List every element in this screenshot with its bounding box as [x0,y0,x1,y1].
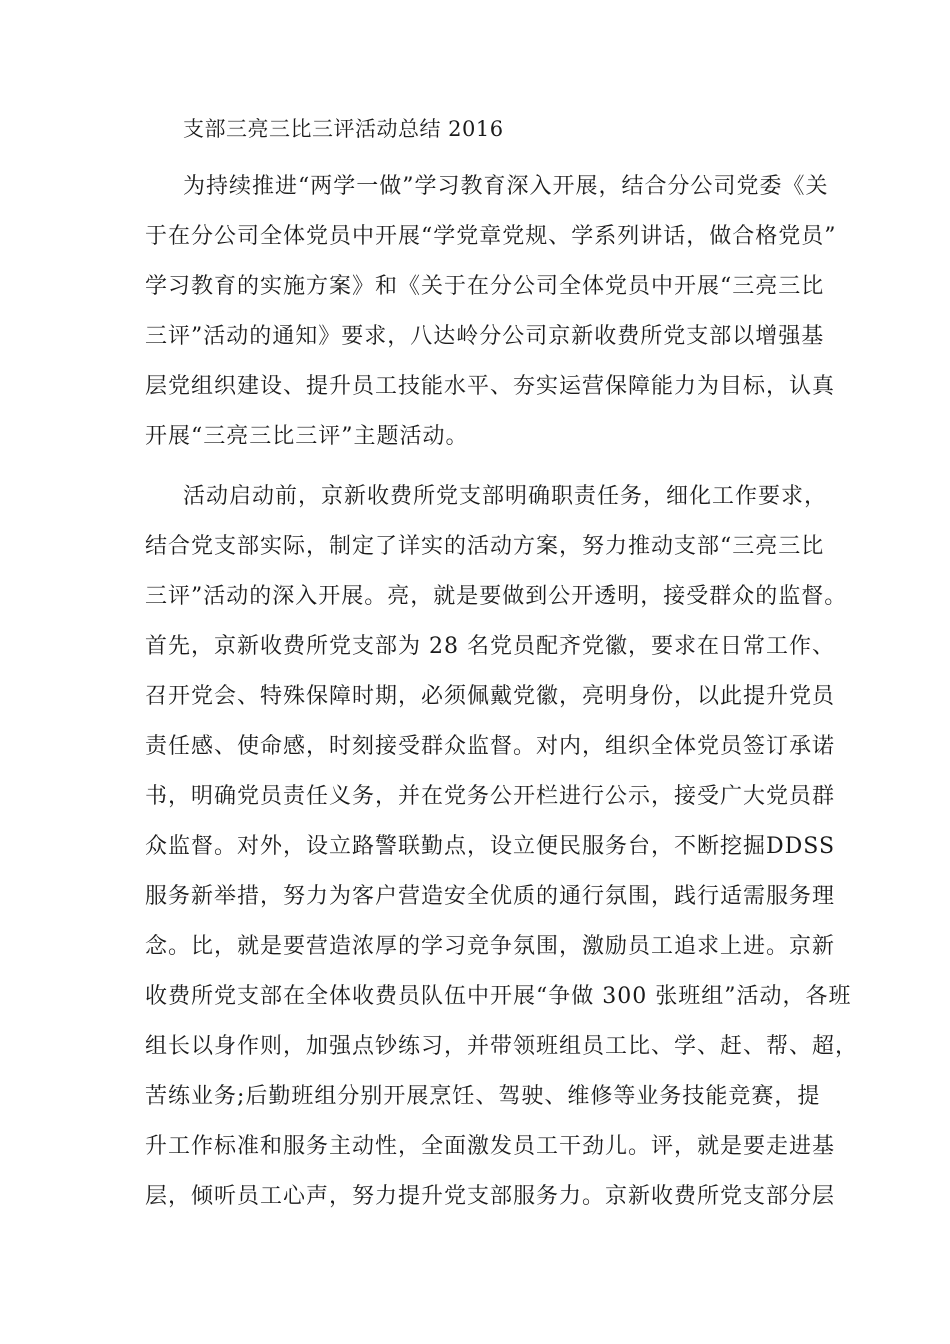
paragraph-2-line: 苦练业务;后勤班组分别开展烹饪、驾驶、维修等业务技能竞赛，提 [145,1084,821,1109]
paragraph-2-line: 组长以身作则，加强点钞练习，并带领班组员工比、学、赶、帮、超， [145,1034,859,1059]
paragraph-1-line: 于在分公司全体党员中开展“学党章党规、学系列讲话，做合格党员” [145,224,837,249]
paragraph-2-line: 三评”活动的深入开展。亮，就是要做到公开透明，接受群众的监督。 [145,584,848,609]
paragraph-2-line: 收费所党支部在全体收费员队伍中开展“争做 300 张班组”活动，各班 [145,984,852,1009]
paragraph-2-line: 召开党会、特殊保障时期，必须佩戴党徽，亮明身份，以此提升党员 [145,684,836,709]
document-title: 支部三亮三比三评活动总结 2016 [183,117,504,141]
paragraph-1-line: 为持续推进“两学一做”学习教育深入开展，结合分公司党委《关 [183,174,829,199]
paragraph-2-line: 结合党支部实际，制定了详实的活动方案，努力推动支部“三亮三比 [145,534,825,559]
paragraph-2-line: 服务新举措，努力为客户营造安全优质的通行氛围，践行适需服务理 [145,884,836,909]
paragraph-1-line: 三评”活动的通知》要求，八达岭分公司京新收费所党支部以增强基 [145,324,825,349]
paragraph-1-line: 学习教育的实施方案》和《关于在分公司全体党员中开展“三亮三比 [145,274,825,299]
paragraph-1-line: 层党组织建设、提升员工技能水平、夯实运营保障能力为目标，认真 [145,374,836,399]
paragraph-2-line: 众监督。对外，设立路警联勤点，设立便民服务台，不断挖掘DDSS [145,834,836,859]
paragraph-2-line: 活动启动前，京新收费所党支部明确职责任务，细化工作要求， [183,484,828,509]
paragraph-2-line: 念。比，就是要营造浓厚的学习竞争氛围，激励员工追求上进。京新 [145,934,836,959]
paragraph-2-line: 升工作标准和服务主动性，全面激发员工干劲儿。评，就是要走进基 [145,1134,836,1159]
paragraph-2-line: 首先，京新收费所党支部为 28 名党员配齐党徽，要求在日常工作、 [145,634,835,659]
paragraph-2-line: 层，倾听员工心声，努力提升党支部服务力。京新收费所党支部分层 [145,1184,836,1209]
paragraph-2-line: 责任感、使命感，时刻接受群众监督。对内，组织全体党员签订承诺 [145,734,836,759]
paragraph-1-line: 开展“三亮三比三评”主题活动。 [145,424,469,449]
paragraph-2-line: 书，明确党员责任义务，并在党务公开栏进行公示，接受广大党员群 [145,784,836,809]
